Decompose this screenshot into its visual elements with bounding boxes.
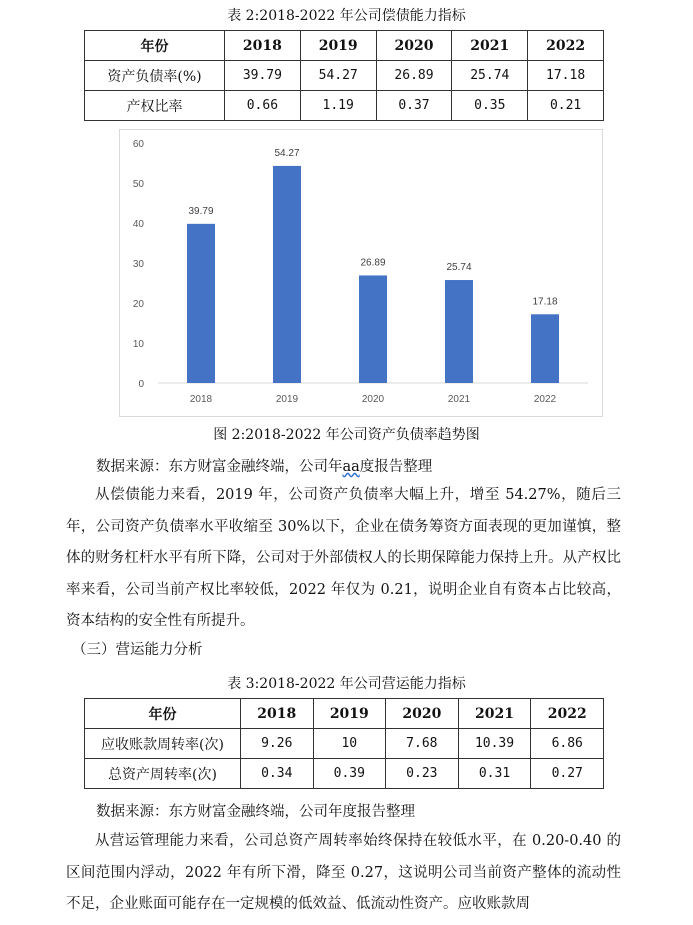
paragraph-operating <box>66 826 621 921</box>
table3-caption: 表 3:2018-2022 年公司营运能力指标 <box>227 676 466 692</box>
table-cell: 39.79 <box>225 61 301 91</box>
table-cell: 0.21 <box>528 91 604 121</box>
x-tick-label: 2022 <box>533 394 557 405</box>
table-row <box>85 759 604 789</box>
typo-marked-text: aa <box>342 459 360 475</box>
table-row <box>85 61 604 91</box>
x-tick-label: 2021 <box>447 394 471 405</box>
table-cell: 0.34 <box>241 759 314 789</box>
table-cell: 0.66 <box>225 91 301 121</box>
row-label: 应收账款周转率(次) <box>85 729 241 759</box>
table-header-cell: 2018 <box>241 699 314 729</box>
y-tick-label: 30 <box>132 259 144 270</box>
table-cell: 26.89 <box>376 61 452 91</box>
figure2-caption: 图 2:2018-2022 年公司资产负债率趋势图 <box>213 427 480 443</box>
bar-chart-svg <box>120 130 602 416</box>
table-header-cell: 2019 <box>300 31 376 61</box>
bar-2022 <box>531 314 559 383</box>
y-tick-label: 0 <box>138 379 144 390</box>
data-source-note-2: 数据来源：东方财富金融终端，公司年度报告整理 <box>96 804 415 820</box>
section-heading: （三）营运能力分析 <box>72 642 203 658</box>
table-row <box>85 729 604 759</box>
x-tick-label: 2020 <box>361 394 385 405</box>
table-cell: 1.19 <box>300 91 376 121</box>
table-cell: 17.18 <box>528 61 604 91</box>
table-cell: 9.26 <box>241 729 314 759</box>
bar-2020 <box>359 275 387 383</box>
table-header-cell: 2020 <box>386 699 459 729</box>
table-header-cell: 年份 <box>85 699 241 729</box>
data-label: 25.74 <box>446 262 472 274</box>
source-text: 数据来源：东方财富金融终端，公司年 <box>96 459 343 475</box>
data-label: 26.89 <box>360 257 386 269</box>
paragraph-text: 从偿债能力来看，2019 年，公司资产负债率大幅上升，增至 54.27%，随后三年，公司资产负债率水平收缩至 30%以下，企业在债务筹资方面表现的更加谨慎，整体的财务杠杆水平有所下降，公司对于外部债权人的长期保障能力保持上升。从产权比率来看，公司当前产权比率较低，2022 年仅为 0.21，说明企业自有资本占比较高，资本结构的安全性有所提升。 <box>66 487 621 629</box>
table-cell: 0.37 <box>376 91 452 121</box>
paragraph-solvency <box>66 480 621 638</box>
table-cell: 10 <box>313 729 386 759</box>
x-tick-label: 2018 <box>189 394 213 405</box>
data-source-note <box>96 455 432 476</box>
row-label: 产权比率 <box>85 91 225 121</box>
table-cell: 0.31 <box>458 759 531 789</box>
bar-2019 <box>273 166 301 383</box>
y-tick-label: 10 <box>132 339 144 350</box>
source-text-end: 度报告整理 <box>359 459 433 475</box>
table-cell: 0.27 <box>531 759 604 789</box>
bar-2018 <box>187 224 215 383</box>
table-header-cell: 2021 <box>452 31 528 61</box>
y-tick-label: 60 <box>132 139 144 150</box>
data-label: 39.79 <box>188 205 214 217</box>
data-label: 54.27 <box>274 147 300 159</box>
table-header-row <box>85 699 604 729</box>
paragraph-text: 从营运管理能力来看，公司总资产周转率始终保持在较低水平，在 0.20-0.40 的区间范围内浮动，2022 年有所下滑，降至 0.27，这说明公司当前资产整体的流动性不足，企业账面可能存在一定规模的低效益、低流动性资产。应收账款周 <box>66 833 621 912</box>
table-cell: 10.39 <box>458 729 531 759</box>
table-cell: 0.39 <box>313 759 386 789</box>
y-tick-label: 50 <box>132 179 144 190</box>
row-label: 资产负债率(%) <box>85 61 225 91</box>
table2-caption: 表 2:2018-2022 年公司偿债能力指标 <box>227 8 466 24</box>
table-header-cell: 2019 <box>313 699 386 729</box>
debt-ratio-chart <box>119 129 603 417</box>
row-label: 总资产周转率(次) <box>85 759 241 789</box>
bar-2021 <box>445 280 473 383</box>
table-row <box>85 91 604 121</box>
table-cell: 7.68 <box>386 729 459 759</box>
table-header-cell: 2022 <box>531 699 604 729</box>
data-label: 17.18 <box>532 296 558 308</box>
table-header-cell: 2020 <box>376 31 452 61</box>
table3-operating <box>84 698 604 789</box>
table-header-cell: 2022 <box>528 31 604 61</box>
y-tick-label: 20 <box>132 299 144 310</box>
table-cell: 0.35 <box>452 91 528 121</box>
table-cell: 6.86 <box>531 729 604 759</box>
table-header-cell: 2021 <box>458 699 531 729</box>
table-header-cell: 年份 <box>85 31 225 61</box>
table-cell: 54.27 <box>300 61 376 91</box>
table-cell: 25.74 <box>452 61 528 91</box>
x-tick-label: 2019 <box>275 394 299 405</box>
table2-solvency <box>84 30 604 121</box>
table-header-cell: 2018 <box>225 31 301 61</box>
y-tick-label: 40 <box>132 219 144 230</box>
table-header-row <box>85 31 604 61</box>
table-cell: 0.23 <box>386 759 459 789</box>
